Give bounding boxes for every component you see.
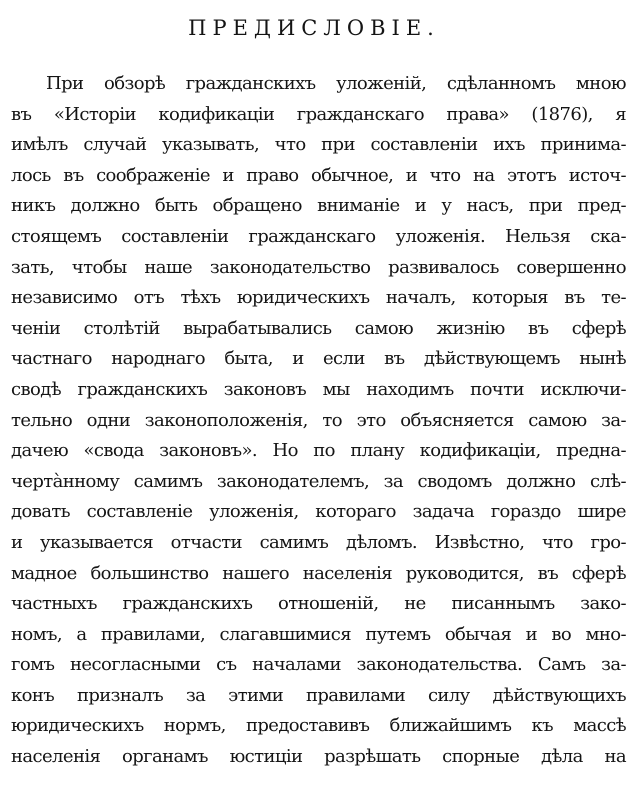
text-line: мадное большинство нашего населенія руководится, въ сферѣ — [11, 562, 626, 584]
text-line: имѣлъ случай указывать, что при составленіи ихъ принима- — [11, 134, 626, 156]
text-line: номъ, а правилами, слагавшимися путемъ обычая и во мно- — [11, 623, 626, 645]
text-line: довать составленіе уложенія, котораго задача гораздо шире — [11, 501, 626, 523]
text-line: конъ призналъ за этими правилами силу дѣйствующихъ — [11, 684, 626, 706]
text-line: ченіи столѣтій вырабатывались самою жизнію въ сферѣ — [11, 317, 626, 339]
text-line: населенія органамъ юстиціи разрѣшать спорные дѣла на — [11, 746, 626, 768]
text-line: въ «Исторіи кодификаціи гражданскаго права» (1876), я — [11, 103, 626, 125]
page-title: ПРЕДИСЛОВІЕ. — [188, 16, 440, 40]
text-line: частнаго народнаго быта, и если въ дѣйствующемъ нынѣ — [11, 348, 626, 370]
text-line: сводѣ гражданскихъ законовъ мы находимъ почти исключи- — [11, 378, 626, 400]
text-line: стоящемъ составленіи гражданскаго уложенія. Нельзя ска- — [11, 225, 626, 247]
text-line: тельно одни законоположенія, то это объясняется самою за- — [11, 409, 626, 431]
text-line: гомъ несогласными съ началами законодательства. Самъ за- — [11, 654, 626, 676]
text-line: независимо отъ тѣхъ юридическихъ началъ, которыя въ те- — [11, 287, 626, 309]
preface-paragraph — [0, 69, 628, 773]
text-line: лось въ соображеніе и право обычное, и что на этотъ источ- — [11, 164, 626, 186]
text-line: никъ должно быть обращено вниманіе и у насъ, при пред- — [11, 195, 626, 217]
text-line: При обзорѣ гражданскихъ уложеній, сдѣланномъ мною — [46, 73, 626, 94]
text-line: черта̀нному самимъ законодателемъ, за сводомъ должно слѣ- — [11, 470, 626, 492]
text-line: зать, чтобы наше законодательство развивалось совершенно — [11, 256, 626, 278]
text-line: частныхъ гражданскихъ отношеній, не писаннымъ зако- — [11, 593, 626, 615]
text-line: юридическихъ нормъ, предоставивъ ближайшимъ къ массѣ — [11, 715, 626, 737]
text-line: дачею «свода законовъ». Но по плану кодификаціи, предна- — [11, 440, 626, 462]
text-line: и указывается отчасти самимъ дѣломъ. Извѣстно, что гро- — [11, 531, 626, 553]
